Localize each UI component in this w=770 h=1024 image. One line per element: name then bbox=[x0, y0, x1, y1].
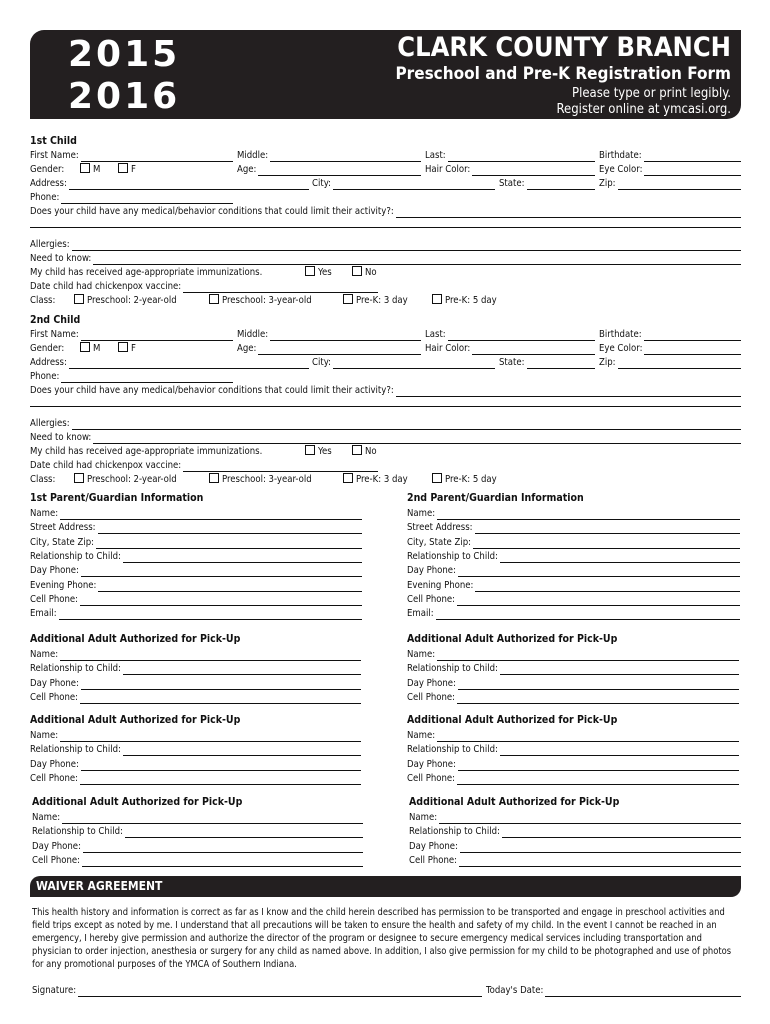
zip-field[interactable]: Zip: bbox=[599, 177, 741, 190]
zip-field[interactable]: Zip: bbox=[599, 356, 741, 369]
checkbox-icon bbox=[80, 163, 90, 173]
guardian2-name-field[interactable]: Name: bbox=[407, 507, 740, 520]
eye-color-field[interactable]: Eye Color: bbox=[599, 163, 741, 176]
guardian1-heading: 1st Parent/Guardian Information bbox=[30, 492, 204, 504]
pickup5-heading: Additional Adult Authorized for Pick-Up bbox=[32, 796, 243, 808]
pickup1-cell-phone-field[interactable]: Cell Phone: bbox=[30, 691, 361, 704]
middle-name-field[interactable]: Middle: bbox=[237, 149, 421, 162]
guardian1-city-state-zip-field[interactable]: City, State Zip: bbox=[30, 536, 362, 549]
class-prek-5-checkbox[interactable]: Pre-K: 5 day bbox=[432, 294, 497, 307]
city-field[interactable]: City: bbox=[312, 356, 495, 369]
guardian1-email-field[interactable]: Email: bbox=[30, 607, 362, 620]
checkbox-icon bbox=[209, 294, 219, 304]
address-field[interactable]: Address: bbox=[30, 356, 309, 369]
medical-extra-line[interactable] bbox=[30, 406, 741, 407]
instruction-line: Please type or print legibly. bbox=[572, 86, 731, 101]
state-field[interactable]: State: bbox=[499, 356, 595, 369]
middle-name-field[interactable]: Middle: bbox=[237, 328, 421, 341]
gender-m-checkbox[interactable]: M bbox=[80, 342, 100, 355]
branch-title: CLARK COUNTY BRANCH bbox=[397, 32, 731, 63]
pickup5-cell-phone-field[interactable]: Cell Phone: bbox=[32, 854, 363, 867]
checkbox-icon bbox=[118, 163, 128, 173]
form-title: Preschool and Pre-K Registration Form bbox=[395, 64, 731, 84]
guardian2-evening-phone-field[interactable]: Evening Phone: bbox=[407, 579, 740, 592]
hair-color-field[interactable]: Hair Color: bbox=[425, 342, 595, 355]
gender-f-checkbox[interactable]: F bbox=[118, 163, 136, 176]
pickup4-relationship-field[interactable]: Relationship to Child: bbox=[407, 743, 739, 756]
pickup6-relationship-field[interactable]: Relationship to Child: bbox=[409, 825, 741, 838]
birthdate-field[interactable]: Birthdate: bbox=[599, 328, 741, 341]
checkbox-icon bbox=[74, 473, 84, 483]
checkbox-icon bbox=[352, 445, 362, 455]
immunization-label: My child has received age-appropriate immunizations. bbox=[30, 446, 263, 457]
need-to-know-field[interactable]: Need to know: bbox=[30, 431, 741, 444]
medical-conditions-field[interactable]: Does your child have any medical/behavior conditions that could limit their activity?: bbox=[30, 384, 741, 397]
pickup4-day-phone-field[interactable]: Day Phone: bbox=[407, 758, 739, 771]
pickup3-day-phone-field[interactable]: Day Phone: bbox=[30, 758, 361, 771]
class-preschool-3-checkbox[interactable]: Preschool: 3-year-old bbox=[209, 294, 312, 307]
guardian1-street-address-field[interactable]: Street Address: bbox=[30, 521, 362, 534]
pickup5-relationship-field[interactable]: Relationship to Child: bbox=[32, 825, 363, 838]
checkbox-icon bbox=[343, 473, 353, 483]
class-label: Class: bbox=[30, 474, 56, 485]
signature-field[interactable]: Signature: bbox=[32, 984, 482, 997]
pickup4-heading: Additional Adult Authorized for Pick-Up bbox=[407, 714, 618, 726]
child1-heading: 1st Child bbox=[30, 135, 77, 147]
class-preschool-2-checkbox[interactable]: Preschool: 2-year-old bbox=[74, 294, 177, 307]
checkbox-icon bbox=[343, 294, 353, 304]
pickup5-name-field[interactable]: Name: bbox=[32, 811, 363, 824]
checkbox-icon bbox=[305, 266, 315, 276]
immun-no-checkbox[interactable]: No bbox=[352, 266, 377, 279]
checkbox-icon bbox=[432, 473, 442, 483]
checkbox-icon bbox=[74, 294, 84, 304]
eye-color-field[interactable]: Eye Color: bbox=[599, 342, 741, 355]
immunization-label: My child has received age-appropriate immunizations. bbox=[30, 267, 263, 278]
class-prek-3-checkbox[interactable]: Pre-K: 3 day bbox=[343, 473, 408, 486]
guardian2-heading: 2nd Parent/Guardian Information bbox=[407, 492, 584, 504]
guardian2-day-phone-field[interactable]: Day Phone: bbox=[407, 564, 740, 577]
class-prek-5-checkbox[interactable]: Pre-K: 5 day bbox=[432, 473, 497, 486]
chickenpox-date-field[interactable]: Date child had chickenpox vaccine: bbox=[30, 280, 378, 293]
medical-extra-line[interactable] bbox=[30, 227, 741, 228]
gender-f-checkbox[interactable]: F bbox=[118, 342, 136, 355]
pickup2-relationship-field[interactable]: Relationship to Child: bbox=[407, 662, 739, 675]
pickup5-day-phone-field[interactable]: Day Phone: bbox=[32, 840, 363, 853]
state-field[interactable]: State: bbox=[499, 177, 595, 190]
pickup6-day-phone-field[interactable]: Day Phone: bbox=[409, 840, 741, 853]
chickenpox-date-field[interactable]: Date child had chickenpox vaccine: bbox=[30, 459, 378, 472]
pickup6-heading: Additional Adult Authorized for Pick-Up bbox=[409, 796, 620, 808]
pickup3-cell-phone-field[interactable]: Cell Phone: bbox=[30, 772, 361, 785]
pickup1-heading: Additional Adult Authorized for Pick-Up bbox=[30, 633, 241, 645]
gender-label: Gender: bbox=[30, 343, 65, 354]
allergies-field[interactable]: Allergies: bbox=[30, 417, 741, 430]
phone-field[interactable]: Phone: bbox=[30, 370, 233, 383]
pickup1-name-field[interactable]: Name: bbox=[30, 648, 361, 661]
immun-yes-checkbox[interactable]: Yes bbox=[305, 445, 332, 458]
age-field[interactable]: Age: bbox=[237, 342, 421, 355]
class-preschool-3-checkbox[interactable]: Preschool: 3-year-old bbox=[209, 473, 312, 486]
guardian2-relationship-field[interactable]: Relationship to Child: bbox=[407, 550, 740, 563]
website-line: Register online at ymcasi.org. bbox=[556, 102, 731, 117]
pickup6-name-field[interactable]: Name: bbox=[409, 811, 741, 824]
checkbox-icon bbox=[352, 266, 362, 276]
pickup2-heading: Additional Adult Authorized for Pick-Up bbox=[407, 633, 618, 645]
guardian2-cell-phone-field[interactable]: Cell Phone: bbox=[407, 593, 740, 606]
pickup3-name-field[interactable]: Name: bbox=[30, 729, 361, 742]
pickup1-day-phone-field[interactable]: Day Phone: bbox=[30, 677, 361, 690]
guardian2-city-state-zip-field[interactable]: City, State Zip: bbox=[407, 536, 740, 549]
year-start: 2015 bbox=[68, 34, 181, 75]
first-name-field[interactable]: First Name: bbox=[30, 328, 233, 341]
class-label: Class: bbox=[30, 295, 56, 306]
age-field[interactable]: Age: bbox=[237, 163, 421, 176]
pickup3-relationship-field[interactable]: Relationship to Child: bbox=[30, 743, 361, 756]
last-name-field[interactable]: Last: bbox=[425, 149, 595, 162]
checkbox-icon bbox=[305, 445, 315, 455]
medical-conditions-field[interactable]: Does your child have any medical/behavior conditions that could limit their activity?: bbox=[30, 205, 741, 218]
guardian2-street-address-field[interactable]: Street Address: bbox=[407, 521, 740, 534]
checkbox-icon bbox=[432, 294, 442, 304]
header-banner bbox=[30, 30, 741, 119]
gender-m-checkbox[interactable]: M bbox=[80, 163, 100, 176]
pickup2-day-phone-field[interactable]: Day Phone: bbox=[407, 677, 739, 690]
date-field[interactable]: Today's Date: bbox=[486, 984, 741, 997]
child2-heading: 2nd Child bbox=[30, 314, 81, 326]
year-end: 2016 bbox=[68, 76, 181, 117]
first-name-field[interactable]: First Name: bbox=[30, 149, 233, 162]
guardian1-day-phone-field[interactable]: Day Phone: bbox=[30, 564, 362, 577]
pickup6-cell-phone-field[interactable]: Cell Phone: bbox=[409, 854, 741, 867]
immun-yes-checkbox[interactable]: Yes bbox=[305, 266, 332, 279]
pickup2-cell-phone-field[interactable]: Cell Phone: bbox=[407, 691, 739, 704]
checkbox-icon bbox=[118, 342, 128, 352]
city-field[interactable]: City: bbox=[312, 177, 495, 190]
pickup4-name-field[interactable]: Name: bbox=[407, 729, 739, 742]
need-to-know-field[interactable]: Need to know: bbox=[30, 252, 741, 265]
pickup3-heading: Additional Adult Authorized for Pick-Up bbox=[30, 714, 241, 726]
address-field[interactable]: Address: bbox=[30, 177, 309, 190]
checkbox-icon bbox=[209, 473, 219, 483]
waiver-text: This health history and information is correct as far as I know and the child herein described has permission to be transported and engage in preschool activities and field trips except as noted by me. I understand that all precautions will be taken to ensure the health and safety of my child. In the event I cannot be reached in an emergency, I hereby give permission and authorize the director of the program or designee to secure emergency medical services including transportation and physician to order injection, anesthesia or surgery for any child as named above. In addition, I also give permission for my child to be photographed and use of photos for any promotional purposes of the YMCA of Southern Indiana. bbox=[32, 907, 732, 970]
last-name-field[interactable]: Last: bbox=[425, 328, 595, 341]
pickup4-cell-phone-field[interactable]: Cell Phone: bbox=[407, 772, 739, 785]
waiver-heading: WAIVER AGREEMENT bbox=[30, 876, 741, 897]
pickup2-name-field[interactable]: Name: bbox=[407, 648, 739, 661]
class-preschool-2-checkbox[interactable]: Preschool: 2-year-old bbox=[74, 473, 177, 486]
immun-no-checkbox[interactable]: No bbox=[352, 445, 377, 458]
guardian1-name-field[interactable]: Name: bbox=[30, 507, 362, 520]
guardian1-relationship-field[interactable]: Relationship to Child: bbox=[30, 550, 362, 563]
phone-field[interactable]: Phone: bbox=[30, 191, 233, 204]
guardian2-email-field[interactable]: Email: bbox=[407, 607, 740, 620]
checkbox-icon bbox=[80, 342, 90, 352]
guardian1-cell-phone-field[interactable]: Cell Phone: bbox=[30, 593, 362, 606]
allergies-field[interactable]: Allergies: bbox=[30, 238, 741, 251]
pickup1-relationship-field[interactable]: Relationship to Child: bbox=[30, 662, 361, 675]
guardian1-evening-phone-field[interactable]: Evening Phone: bbox=[30, 579, 362, 592]
class-prek-3-checkbox[interactable]: Pre-K: 3 day bbox=[343, 294, 408, 307]
hair-color-field[interactable]: Hair Color: bbox=[425, 163, 595, 176]
gender-label: Gender: bbox=[30, 164, 65, 175]
birthdate-field[interactable]: Birthdate: bbox=[599, 149, 741, 162]
